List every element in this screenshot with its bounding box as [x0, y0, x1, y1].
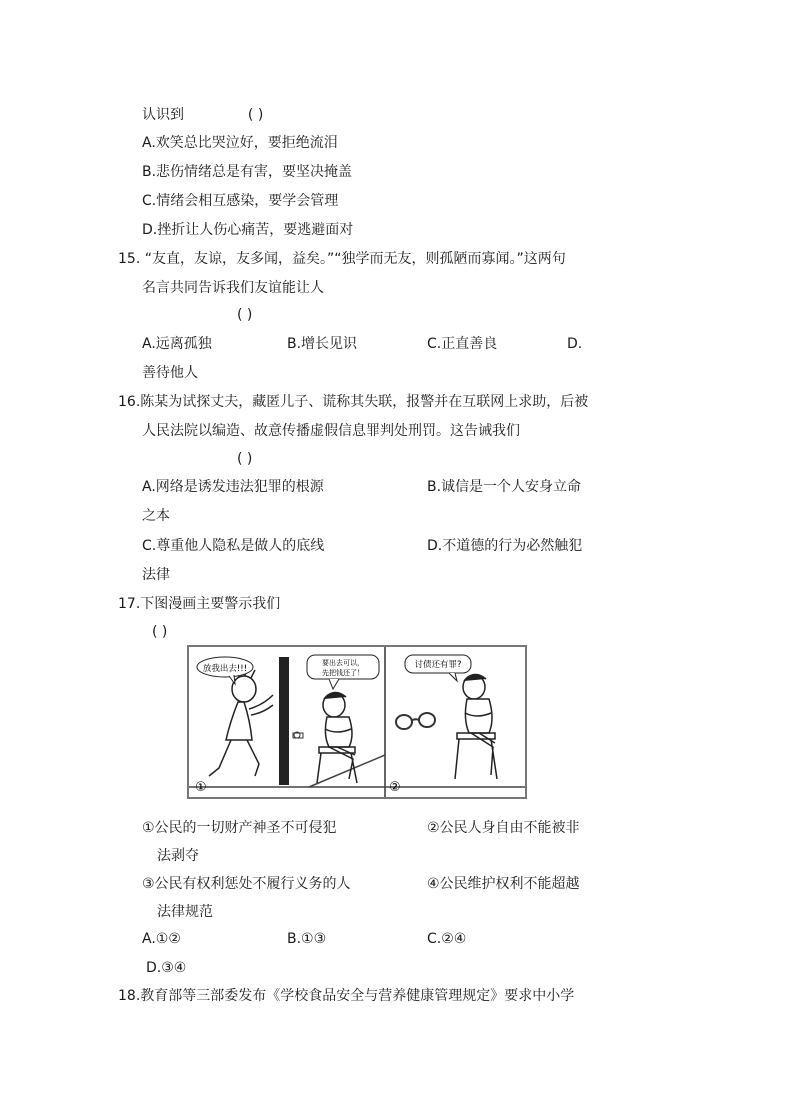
q18-stem-line1: 18.教育部等三部委发布《学校食品安全与营养健康管理规定》要求中小学: [118, 988, 575, 1004]
q17-item-1: ①公民的一切财产神圣不可侵犯: [142, 820, 337, 836]
q16-option-c: C.尊重他人隐私是做人的底线: [142, 538, 325, 554]
panel-2-number: ②: [389, 780, 401, 795]
q15-option-a: A.远离孤独: [142, 336, 212, 352]
q17-item-2-head: ②公民人身自由不能被非: [427, 820, 580, 836]
q16-option-b-tail: 之本: [142, 508, 170, 524]
cartoon-image: [187, 645, 527, 799]
q15-stem-line1: 15. “友直，友谅，友多闻，益矣。”“独学而无友，则孤陋而寡闻。”这两句: [118, 251, 566, 267]
q14-answer-paren: ( ): [247, 107, 264, 123]
q14-stem-end: 认识到 ( ): [142, 107, 264, 123]
q14-option-c: C.情绪会相互感染，要学会管理: [142, 193, 339, 209]
handcuffs-icon: [396, 713, 435, 729]
q17-answer-paren: ( ): [152, 624, 168, 640]
q17-item-4-tail: 法律规范: [157, 904, 213, 920]
door-icon: [279, 657, 289, 785]
q17-item-2-tail: 法剥夺: [157, 848, 199, 864]
svg-text:要出去可以，: 要出去可以，: [322, 659, 364, 667]
q15-option-d-head: D.: [567, 336, 583, 352]
q16-stem-line1: 16.陈某为试探丈夫，藏匿儿子、谎称其失联，报警并在互联网上求助，后被: [118, 394, 589, 410]
q17-stem-line1: 17.下图漫画主要警示我们: [118, 596, 281, 612]
svg-text:先把钱还了！: 先把钱还了！: [322, 669, 364, 677]
q16-option-b-head: B.诚信是一个人安身立命: [427, 479, 582, 495]
q15-answer-paren: ( ): [237, 307, 253, 323]
speech-bubble-3-text: 讨债还有罪?: [414, 660, 462, 670]
q16-answer-paren: ( ): [237, 451, 253, 467]
q17-option-c: C.②④: [427, 931, 467, 947]
q17-option-d: D.③④: [146, 960, 187, 976]
panel-1-number: ①: [195, 780, 207, 795]
q15-option-b: B.增长见识: [287, 336, 358, 352]
q14-option-d: D.挫折让人伤心痛苦，要逃避面对: [142, 222, 354, 238]
q17-option-a: A.①②: [142, 931, 181, 947]
speech-bubble-1-text: 放我出去!!!: [202, 664, 248, 674]
creditor-man-panel2-icon: [455, 674, 497, 779]
q17-option-b: B.①③: [287, 931, 327, 947]
q15-stem-line2: 名言共同告诉我们友谊能让人: [142, 280, 324, 296]
q17-item-4-head: ④公民维护权利不能超越: [427, 876, 580, 892]
q16-option-a: A.网络是诱发违法犯罪的根源: [142, 479, 324, 495]
q14-option-a: A.欢笑总比哭泣好，要拒绝流泪: [142, 135, 338, 151]
creditor-man-icon: [317, 692, 357, 783]
speech-bubble-3: [405, 655, 471, 681]
trapped-man-icon: [209, 667, 273, 776]
q17-item-3: ③公民有权利惩处不履行义务的人: [142, 876, 351, 892]
q16-option-d-head: D.不道德的行为必然触犯: [427, 538, 583, 554]
q14-option-b: B.悲伤情绪总是有害，要坚决掩盖: [142, 164, 353, 180]
q15-option-d-tail: 善待他人: [142, 365, 198, 381]
q15-option-c: C.正直善良: [427, 336, 498, 352]
q16-stem-line2: 人民法院以编造、故意传播虚假信息罪判处刑罚。这告诫我们: [142, 423, 520, 439]
q16-option-d-tail: 法律: [142, 567, 170, 583]
